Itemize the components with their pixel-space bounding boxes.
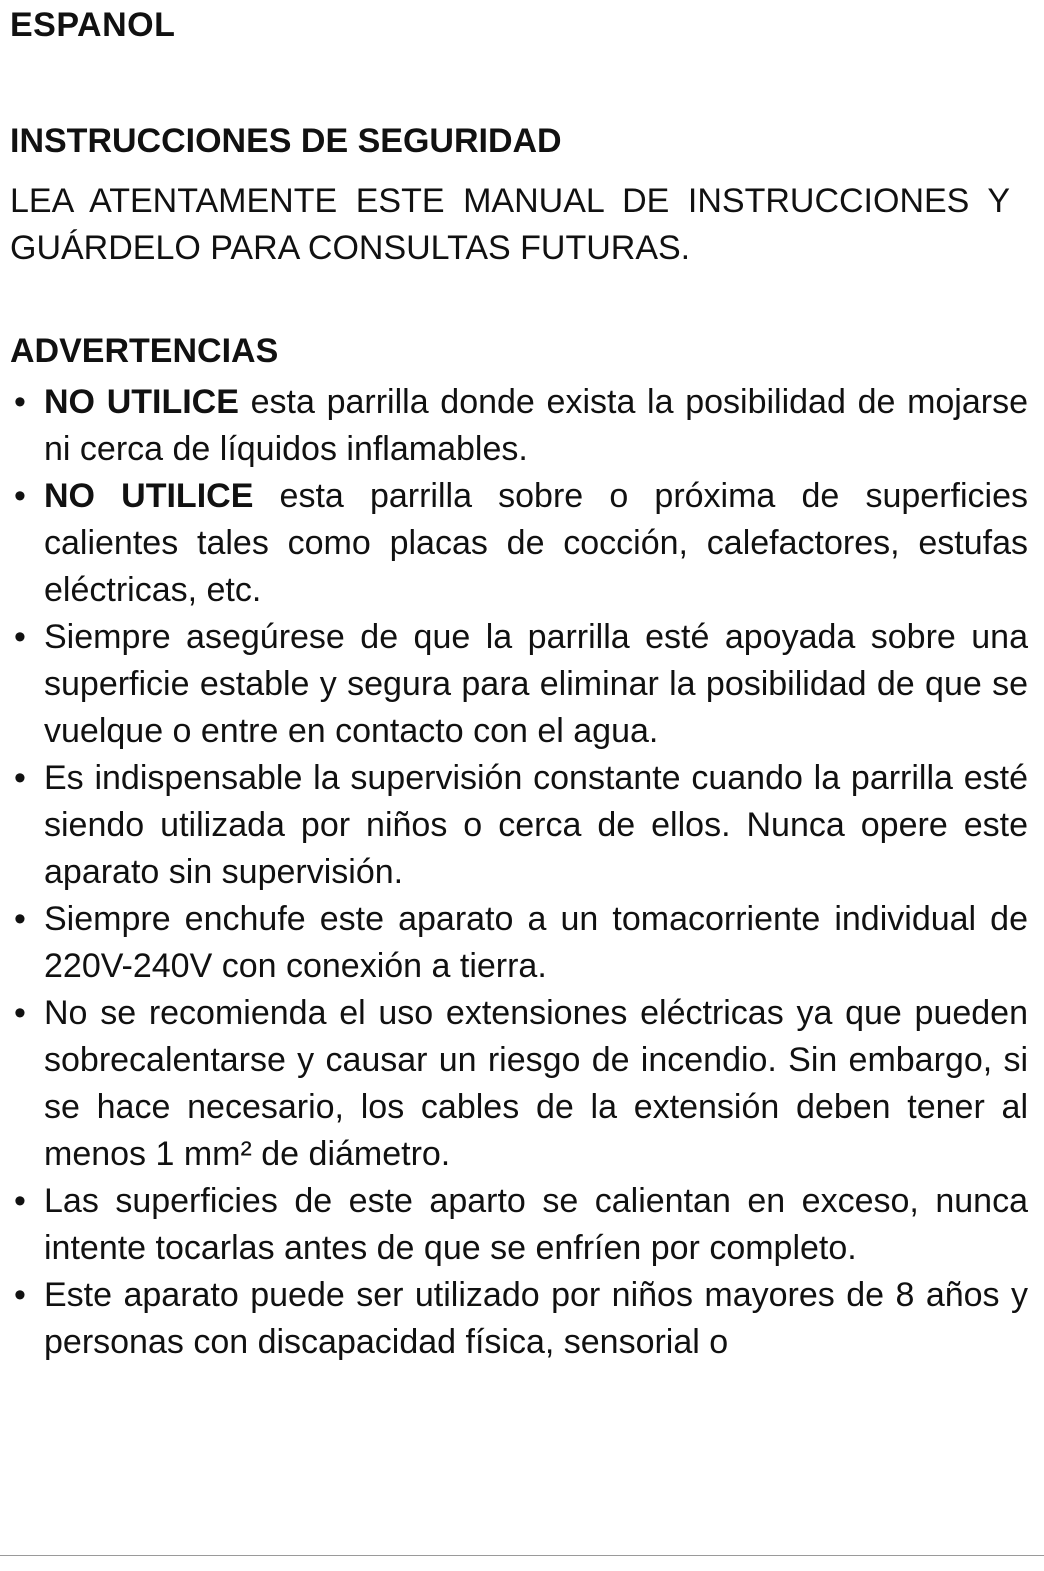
warning-text: Este aparato puede ser utilizado por niños mayores de 8 años y personas con discapacidad física, sensorial o bbox=[44, 1276, 1028, 1361]
warning-text: No se recomienda el uso extensiones eléctricas ya que pueden sobrecalentarse y causar un riesgo de incendio. Sin embargo, si se hace necesario, los cables de la extensión deben tener al menos 1 mm² de diámetro. bbox=[44, 994, 1028, 1173]
safety-instructions-heading: INSTRUCCIONES DE SEGURIDAD bbox=[10, 122, 562, 160]
warning-item-4 bbox=[10, 755, 1028, 896]
warning-item-2 bbox=[10, 473, 1028, 614]
warnings-list bbox=[10, 379, 1028, 1366]
warning-text: Siempre enchufe este aparato a un tomacorriente individual de 220V-240V con conexión a tierra. bbox=[44, 900, 1028, 985]
warning-text: esta parrilla sobre o próxima de superficies calientes tales como placas de cocción, calefactores, estufas eléctricas, etc. bbox=[44, 477, 1028, 609]
warning-lead: NO UTILICE bbox=[44, 383, 239, 421]
warning-item-3 bbox=[10, 614, 1028, 755]
page-bottom-divider bbox=[0, 1555, 1044, 1556]
safety-intro-text: LEA ATENTAMENTE ESTE MANUAL DE INSTRUCCIONES Y GUÁRDELO PARA CONSULTAS FUTURAS. bbox=[10, 182, 1010, 267]
bullet-icon: • bbox=[14, 1182, 26, 1220]
warning-lead: NO UTILICE bbox=[44, 477, 254, 515]
warning-text: Es indispensable la supervisión constante cuando la parrilla esté siendo utilizada por niños o cerca de ellos. Nunca opere este aparato sin supervisión. bbox=[44, 759, 1028, 891]
bullet-icon: • bbox=[14, 994, 26, 1032]
warning-text: Las superficies de este aparto se calientan en exceso, nunca intente tocarlas antes de que se enfríen por completo. bbox=[44, 1182, 1028, 1267]
warning-text: Siempre asegúrese de que la parrilla esté apoyada sobre una superficie estable y segura para eliminar la posibilidad de que se vuelque o entre en contacto con el agua. bbox=[44, 618, 1028, 750]
warning-item-7 bbox=[10, 1178, 1028, 1272]
bullet-icon: • bbox=[14, 618, 26, 656]
warning-item-6 bbox=[10, 990, 1028, 1178]
warning-item-5 bbox=[10, 896, 1028, 990]
warning-item-8 bbox=[10, 1272, 1028, 1366]
language-heading: ESPANOL bbox=[10, 6, 176, 44]
warning-item-1 bbox=[10, 379, 1028, 473]
bullet-icon: • bbox=[14, 383, 26, 421]
bullet-icon: • bbox=[14, 759, 26, 797]
warning-text: esta parrilla donde exista la posibilidad de mojarse ni cerca de líquidos inflamables. bbox=[44, 383, 1029, 468]
bullet-icon: • bbox=[14, 1276, 26, 1314]
bullet-icon: • bbox=[14, 477, 26, 515]
bullet-icon: • bbox=[14, 900, 26, 938]
warnings-heading: ADVERTENCIAS bbox=[10, 332, 279, 370]
